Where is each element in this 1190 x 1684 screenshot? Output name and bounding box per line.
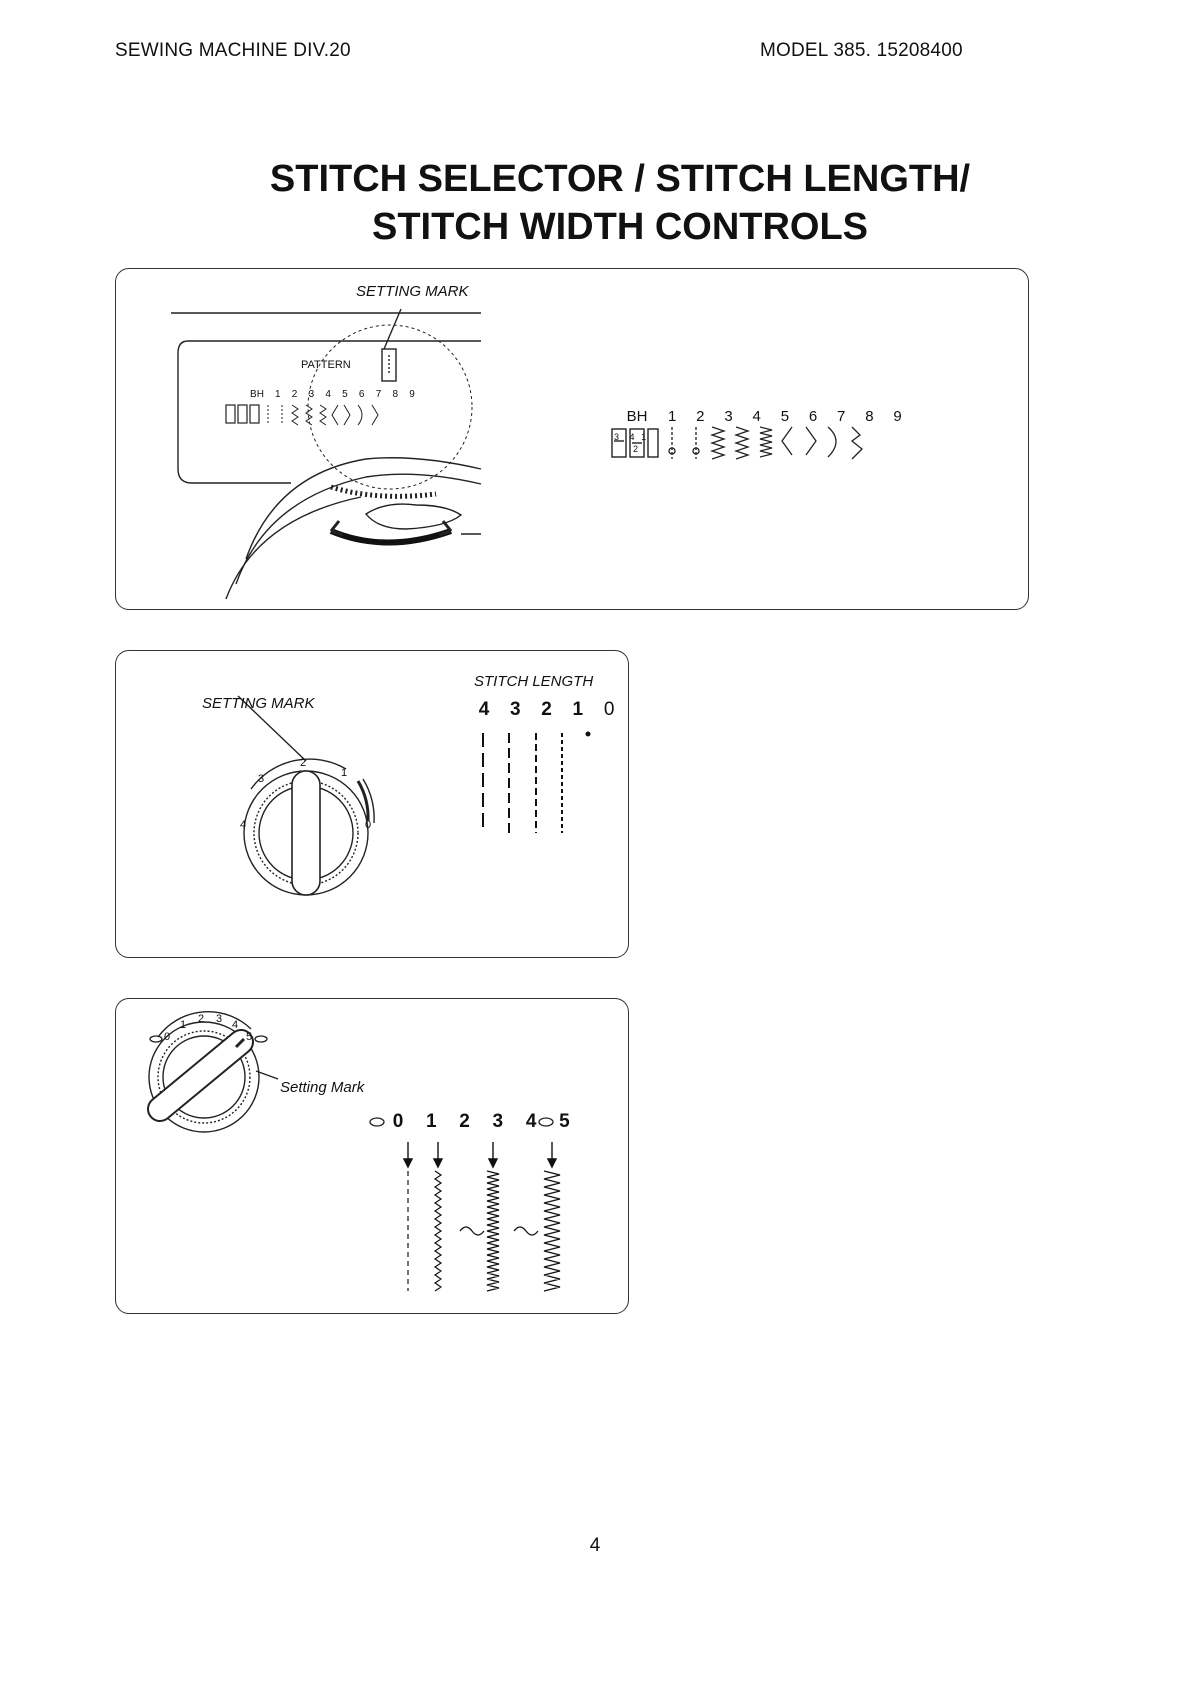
- stitch-width-value: 1: [425, 1111, 437, 1132]
- selector-number: 7: [837, 408, 846, 425]
- width-setting-mark-label: Setting Mark: [280, 1079, 365, 1096]
- stitch-length-value: 1: [572, 699, 584, 720]
- stitch-length-panel: [115, 650, 629, 958]
- stitch-width-value: 0: [392, 1111, 404, 1132]
- stitch-width-illustration: [116, 999, 628, 1313]
- stitch-length-value: 3: [509, 699, 521, 720]
- selector-small-number: 2: [291, 389, 298, 400]
- header-left: SEWING MACHINE DIV.20: [115, 40, 351, 61]
- selector-number: 4: [752, 408, 761, 425]
- width-dial-number: 5: [246, 1031, 253, 1043]
- stitch-selector-illustration: [116, 269, 1028, 609]
- stitch-width-value: 2: [459, 1111, 470, 1132]
- stitch-length-heading: STITCH LENGTH: [474, 673, 594, 690]
- width-dial-number: 0: [164, 1031, 171, 1043]
- selector-number: 9: [893, 408, 902, 425]
- length-dial-number: 4: [240, 819, 247, 831]
- selector-setting-mark-label: SETTING MARK: [356, 283, 469, 300]
- header-right: MODEL 385. 15208400: [760, 40, 963, 61]
- width-dial-number: 3: [216, 1013, 223, 1025]
- stitch-width-value: 5: [559, 1111, 570, 1132]
- page-title-line1: STITCH SELECTOR / STITCH LENGTH/: [269, 158, 971, 200]
- page-number: 4: [589, 1535, 601, 1556]
- selector-small-number: 4: [325, 389, 331, 400]
- stitch-width-panel: [115, 998, 629, 1314]
- stitch-width-values: [384, 1111, 578, 1133]
- length-dial-number: 2: [300, 757, 307, 769]
- selector-small-number: 8: [392, 389, 399, 400]
- stitch-length-illustration: [116, 651, 628, 957]
- buttonhole-step-labels: [614, 431, 646, 455]
- page-title-line2: STITCH WIDTH CONTROLS: [371, 206, 869, 248]
- selector-small-number: 9: [409, 389, 415, 400]
- length-dial-number: 1: [341, 767, 348, 779]
- selector-number: 5: [780, 408, 790, 425]
- length-dial-number: 0: [365, 819, 372, 831]
- selector-small-number: 5: [342, 389, 348, 400]
- buttonhole-step: 3: [614, 432, 620, 442]
- selector-number: 8: [865, 408, 874, 425]
- stitch-length-value: 4: [478, 699, 490, 720]
- selector-pattern-label: PATTERN: [301, 359, 351, 371]
- buttonhole-step: 2: [633, 444, 639, 454]
- buttonhole-step: 4: [629, 432, 635, 442]
- selector-number: 2: [696, 408, 705, 425]
- stitch-width-value: 4: [525, 1111, 537, 1132]
- page-title: [0, 155, 1190, 251]
- selector-number: 1: [668, 408, 677, 425]
- selector-small-bh-label: BH: [250, 389, 264, 400]
- stitch-selector-panel: [115, 268, 1029, 610]
- selector-small-number-row: [246, 389, 419, 400]
- length-setting-mark-label: SETTING MARK: [202, 695, 315, 712]
- stitch-length-values: [471, 699, 622, 721]
- selector-number-row: [618, 408, 910, 425]
- selector-bh-label: BH: [626, 408, 648, 425]
- selector-small-number: 7: [375, 389, 382, 400]
- buttonhole-step: 1: [641, 432, 647, 442]
- stitch-length-value: 0: [603, 699, 615, 720]
- length-dial-number: 3: [258, 773, 265, 785]
- selector-small-number: 1: [275, 389, 281, 400]
- stitch-width-value: 3: [492, 1111, 504, 1132]
- selector-small-number: 3: [308, 389, 315, 400]
- selector-small-number: 6: [358, 389, 365, 400]
- width-dial-number: 2: [198, 1013, 205, 1025]
- stitch-length-value: 2: [541, 699, 552, 720]
- selector-number: 3: [724, 408, 733, 425]
- width-dial-number: 4: [232, 1019, 239, 1031]
- width-dial-number: 1: [180, 1019, 187, 1031]
- selector-number: 6: [808, 408, 818, 425]
